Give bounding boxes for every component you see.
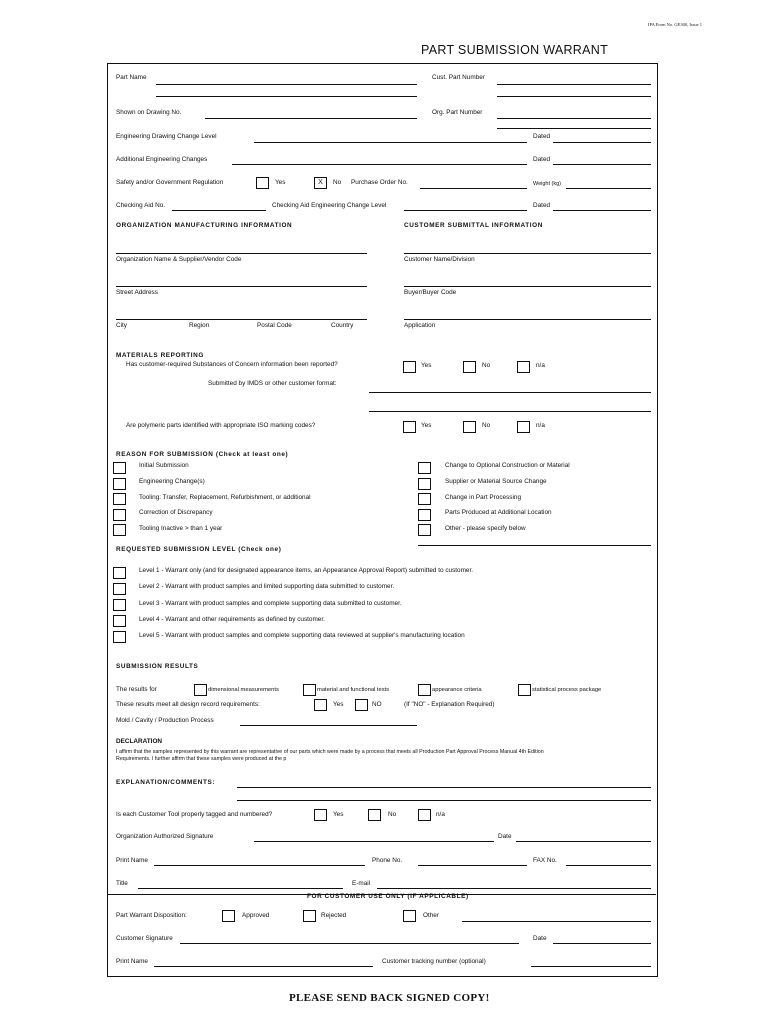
org-part-number-field-2[interactable] (497, 128, 651, 129)
buyer-field[interactable] (404, 286, 651, 287)
reason-left-label-1: Engineering Change(s) (139, 478, 205, 485)
safety-no-label: No (333, 179, 342, 186)
declaration-text-2: Requirements. I further affirm that these samples were produced at the p (116, 756, 287, 762)
purchase-order-field[interactable] (420, 188, 527, 189)
safety-yes-label: Yes (275, 179, 286, 186)
materials-q2-no-label: No (482, 422, 491, 429)
print-name-label: Print Name (116, 857, 148, 864)
email-label: E-mail (352, 880, 371, 887)
org-info-heading: ORGANIZATION MANUFACTURING INFORMATION (116, 222, 293, 229)
other-field[interactable] (462, 921, 651, 922)
dimensional-checkbox[interactable] (194, 684, 207, 696)
drawing-no-field[interactable] (205, 118, 417, 119)
materials-q1-na-label: n/a (536, 362, 545, 369)
org-date-field[interactable] (516, 841, 651, 842)
reason-left-checkbox-3[interactable] (113, 509, 126, 521)
reason-left-label-2: Tooling: Transfer, Replacement, Refurbishment, or additional (139, 494, 311, 501)
disposition-label: Part Warrant Disposition: (116, 912, 187, 919)
materials-q2-na-checkbox[interactable] (517, 421, 530, 433)
fax-field[interactable] (566, 865, 651, 866)
meet-req-yes-label: Yes (333, 701, 344, 708)
imds-field-2[interactable] (369, 411, 651, 412)
level-checkbox-5[interactable] (113, 631, 126, 643)
org-signature-field[interactable] (254, 841, 494, 842)
dated-field-2[interactable] (553, 164, 651, 165)
materials-q1-yes-label: Yes (421, 362, 432, 369)
reason-right-label-3: Parts Produced at Additional Location (445, 509, 552, 516)
tool-na-checkbox[interactable] (418, 809, 431, 821)
title-field[interactable] (138, 888, 343, 889)
reason-left-checkbox-1[interactable] (113, 478, 126, 490)
meet-req-no-label: NO (372, 701, 382, 708)
street-field[interactable] (116, 286, 367, 287)
buyer-label: Buyer/Buyer Code (404, 289, 457, 296)
statistical-checkbox[interactable] (518, 684, 531, 696)
application-label: Application (404, 322, 436, 329)
phone-label: Phone No. (372, 857, 403, 864)
checking-aid-label: Checking Aid No. (116, 202, 166, 209)
cust-signature-field[interactable] (180, 943, 519, 944)
org-name-label: Organization Name & Supplier/Vendor Code (116, 256, 242, 263)
additional-eng-changes-label: Additional Engineering Changes (116, 156, 208, 163)
materials-q1-yes-checkbox[interactable] (403, 361, 416, 373)
org-part-number-field[interactable] (497, 118, 651, 119)
checking-aid-field[interactable] (172, 210, 266, 211)
dated-label-3: Dated (533, 202, 551, 209)
cust-name-label: Customer Name/Division (404, 256, 475, 263)
cust-part-number-field-2[interactable] (497, 96, 651, 97)
drawing-no-label: Shown on Drawing No. (116, 109, 182, 116)
weight-field[interactable] (566, 188, 651, 189)
no-explanation-label: (If "NO" - Explanation Required) (404, 701, 495, 708)
statistical-label: statistical process package (532, 687, 602, 693)
materials-question-1: Has customer-required Substances of Concern information been reported? (126, 361, 338, 368)
city-region-field[interactable] (116, 319, 367, 320)
street-label: Street Address (116, 289, 158, 296)
appearance-checkbox[interactable] (418, 684, 431, 696)
checking-aid-change-label: Checking Aid Engineering Change Level (272, 202, 387, 209)
footer-note: PLEASE SEND BACK SIGNED COPY! (289, 992, 490, 1004)
other-label: Other (423, 912, 439, 919)
reason-left-checkbox-4[interactable] (113, 524, 126, 536)
tool-question: Is each Customer Tool properly tagged and numbered? (116, 811, 273, 818)
reason-right-checkbox-2[interactable] (418, 493, 431, 505)
material-label: material and functional tests (317, 687, 390, 693)
safety-yes-checkbox[interactable] (256, 177, 269, 189)
part-name-field[interactable] (156, 84, 417, 85)
tool-no-label: No (388, 811, 397, 818)
weight-label: Weight (kg) (533, 181, 562, 187)
tool-yes-checkbox[interactable] (314, 809, 327, 821)
tracking-field[interactable] (531, 966, 651, 967)
level-checkbox-3[interactable] (113, 599, 126, 611)
mold-label: Mold / Cavity / Production Process (116, 717, 214, 724)
org-name-field[interactable] (116, 253, 367, 254)
purchase-order-label: Purchase Order No. (351, 179, 408, 186)
reason-right-label-4: Other - please specify below (445, 525, 526, 532)
meet-req-label: These results meet all design record requirements: (116, 701, 260, 708)
materials-q1-no-checkbox[interactable] (463, 361, 476, 373)
level-checkbox-4[interactable] (113, 615, 126, 627)
tool-no-checkbox[interactable] (368, 809, 381, 821)
city-label: City (116, 322, 128, 329)
org-date-label: Date (498, 833, 512, 840)
explanation-field-2[interactable] (237, 800, 651, 801)
mold-field[interactable] (240, 725, 417, 726)
cust-print-name-label: Print Name (116, 958, 148, 965)
tracking-label: Customer tracking number (optional) (382, 958, 486, 965)
dated-label-2: Dated (533, 156, 551, 163)
materials-question-2: Are polymeric parts identified with appropriate ISO marking codes? (126, 422, 316, 429)
level-heading: REQUESTED SUBMISSION LEVEL (Check one) (116, 546, 282, 553)
materials-q1-na-checkbox[interactable] (517, 361, 530, 373)
meet-req-no-checkbox[interactable] (355, 699, 368, 711)
tool-na-label: n/a (436, 811, 445, 818)
materials-q2-yes-checkbox[interactable] (403, 421, 416, 433)
reason-right-checkbox-3[interactable] (418, 509, 431, 521)
org-signature-label: Organization Authorized Signature (116, 833, 214, 840)
cust-name-field[interactable] (404, 253, 651, 254)
title-label: Title (116, 880, 128, 887)
part-name-label: Part Name (116, 74, 147, 81)
cust-part-number-field[interactable] (497, 84, 651, 85)
reason-left-label-4: Tooling Inactive > than 1 year (139, 525, 223, 532)
additional-eng-changes-field[interactable] (232, 164, 527, 165)
reason-right-checkbox-4[interactable] (418, 524, 431, 536)
approved-label: Approved (242, 912, 270, 919)
approved-checkbox[interactable] (222, 910, 235, 922)
eng-drawing-change-label: Engineering Drawing Change Level (116, 133, 217, 140)
materials-q2-no-checkbox[interactable] (463, 421, 476, 433)
safety-no-checkbox[interactable]: X (314, 177, 327, 189)
reason-right-checkbox-1[interactable] (418, 478, 431, 490)
print-name-field[interactable] (154, 865, 365, 866)
reason-right-label-2: Change in Part Processing (445, 494, 522, 501)
eng-drawing-change-field[interactable] (254, 142, 527, 143)
cust-print-name-field[interactable] (154, 966, 373, 967)
materials-heading: MATERIALS REPORTING (116, 352, 204, 359)
reason-left-label-0: Initial Submission (139, 462, 189, 469)
cust-signature-label: Customer Signature (116, 935, 173, 942)
level-label-1: Level 1 - Warrant only (and for designated appearance items, an Appearance Approval Report) submitted to customer. (139, 567, 474, 574)
dated-field-1[interactable] (553, 142, 651, 143)
cust-part-number-label: Cust. Part Number (432, 74, 485, 81)
appearance-label: appearance criteria (432, 687, 482, 693)
reason-left-label-3: Correction of Discrepancy (139, 509, 213, 516)
email-field[interactable] (377, 888, 651, 889)
checking-aid-change-field[interactable] (404, 210, 527, 211)
material-checkbox[interactable] (303, 684, 316, 696)
phone-field[interactable] (418, 865, 527, 866)
reason-right-checkbox-0[interactable] (418, 462, 431, 474)
explanation-label: EXPLANATION/COMMENTS: (116, 779, 216, 786)
other-checkbox[interactable] (403, 910, 416, 922)
region-label: Region (189, 322, 210, 329)
form-number: IPA Form No. GE300, Issue 1 (648, 22, 702, 27)
level-label-2: Level 2 - Warrant with product samples and limited supporting data submitted to customer. (139, 583, 395, 590)
dated-field-3[interactable] (553, 210, 651, 211)
safety-reg-label: Safety and/or Government Regulation (116, 179, 224, 186)
results-heading: SUBMISSION RESULTS (116, 663, 199, 670)
part-name-field-2[interactable] (156, 96, 417, 97)
reason-heading: REASON FOR SUBMISSION (Check at least one) (116, 451, 289, 458)
reason-left-checkbox-2[interactable] (113, 493, 126, 505)
rejected-label: Rejected (321, 912, 347, 919)
postal-label: Postal Code (257, 322, 292, 329)
cust-date-label: Date (533, 935, 547, 942)
meet-req-yes-checkbox[interactable] (314, 699, 327, 711)
page-title: PART SUBMISSION WARRANT (421, 43, 609, 57)
fax-label: FAX No. (533, 857, 557, 864)
dated-label-1: Dated (533, 133, 551, 140)
declaration-text-1: I affirm that the samples represented by this warrant are representative of our parts which were made by a process that meets all Production Part Approval Process Manual 4th Edition (116, 749, 544, 755)
imds-field[interactable] (369, 392, 651, 393)
declaration-heading: DECLARATION (116, 738, 163, 745)
application-field[interactable] (404, 319, 651, 320)
results-for-label: The results for (116, 686, 157, 693)
country-label: Country (331, 322, 354, 329)
level-label-5: Level 5 - Warrant with product samples and complete supporting data reviewed at supplier's manufacturing location (139, 632, 465, 639)
reason-left-checkbox-0[interactable] (113, 462, 126, 474)
cust-date-field[interactable] (553, 943, 651, 944)
customer-use-heading: FOR CUSTOMER USE ONLY (IF APPLICABLE) (307, 893, 469, 900)
cust-info-heading: CUSTOMER SUBMITTAL INFORMATION (404, 222, 543, 229)
level-label-3: Level 3 - Warrant with product samples and complete supporting data submitted to customer. (139, 600, 402, 607)
materials-q2-yes-label: Yes (421, 422, 432, 429)
dimensional-label: dimensional measurements (208, 687, 279, 693)
level-label-4: Level 4 - Warrant and other requirements as defined by customer. (139, 616, 325, 623)
reason-right-label-1: Supplier or Material Source Change (445, 478, 547, 485)
materials-q1-no-label: No (482, 362, 491, 369)
level-checkbox-1[interactable] (113, 567, 126, 579)
level-checkbox-2[interactable] (113, 583, 126, 595)
imds-label: Submitted by IMDS or other customer format: (208, 380, 337, 387)
explanation-field[interactable] (237, 787, 651, 788)
reason-other-field[interactable] (418, 545, 651, 546)
org-part-number-label: Org. Part Number (432, 109, 483, 116)
reason-right-label-0: Change to Optional Construction or Material (445, 462, 570, 469)
rejected-checkbox[interactable] (303, 910, 316, 922)
tool-yes-label: Yes (333, 811, 344, 818)
materials-q2-na-label: n/a (536, 422, 545, 429)
